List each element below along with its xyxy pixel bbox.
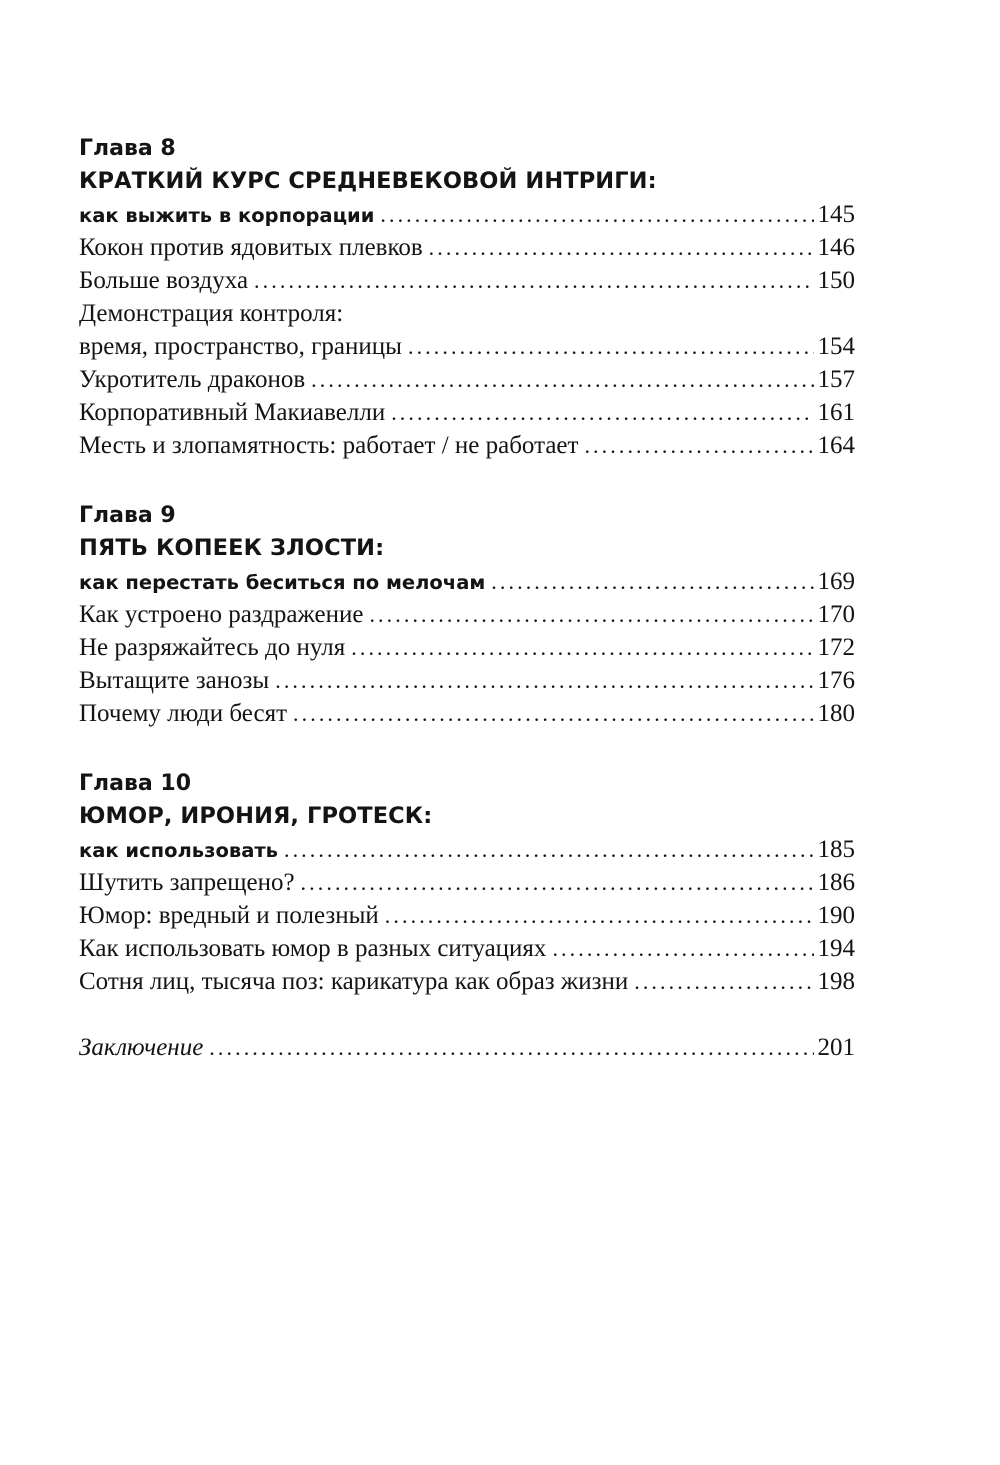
toc-entry[interactable] (79, 866, 855, 899)
chapter-label: Глава 8 (79, 136, 176, 161)
entry-page-number: 154 (817, 333, 855, 360)
entry-page-number: 161 (817, 399, 855, 426)
table-of-contents (79, 132, 855, 1064)
chapter-10 (79, 767, 855, 998)
dot-leader (491, 565, 813, 598)
dot-leader (408, 330, 814, 363)
entry-title: Укротитель драконов (79, 366, 306, 393)
entry-title: Шутить запрещено? (79, 869, 295, 896)
dot-leader (380, 198, 813, 231)
toc-entry-heading (79, 297, 855, 330)
dot-leader (311, 363, 813, 396)
toc-entry[interactable] (79, 965, 855, 998)
chapter-title: ЮМОР, ИРОНИЯ, ГРОТЕСК: (79, 803, 433, 829)
entry-page-number: 157 (817, 366, 855, 393)
dot-leader (293, 697, 813, 730)
dot-leader (429, 231, 814, 264)
toc-entry[interactable] (79, 396, 855, 429)
entry-title: Месть и злопамятность: работает / не работает (79, 432, 579, 459)
entry-page-number: 186 (817, 869, 855, 896)
toc-entry[interactable] (79, 664, 855, 697)
entry-page-number: 164 (817, 432, 855, 459)
entry-title: Как использовать юмор в разных ситуациях (79, 935, 547, 962)
entry-page-number: 176 (817, 667, 855, 694)
toc-entry[interactable] (79, 697, 855, 730)
toc-entry[interactable] (79, 631, 855, 664)
entry-title: как выжить в корпорации (79, 204, 375, 227)
dot-leader (369, 598, 813, 631)
toc-entry[interactable] (79, 363, 855, 396)
conclusion-entry[interactable] (79, 1031, 855, 1064)
dot-leader (584, 429, 813, 462)
chapter-9 (79, 499, 855, 730)
entry-page-number: 185 (817, 836, 855, 863)
dot-leader (284, 833, 814, 866)
entry-page-number: 198 (817, 968, 855, 995)
toc-entry[interactable] (79, 598, 855, 631)
dot-leader (634, 965, 813, 998)
chapter-8 (79, 132, 855, 462)
toc-entry[interactable] (79, 264, 855, 297)
entry-page-number: 201 (817, 1034, 855, 1061)
entry-title: Почему люди бесят (79, 700, 288, 727)
entry-page-number: 170 (817, 601, 855, 628)
entry-page-number: 150 (817, 267, 855, 294)
entry-title: Как устроено раздражение (79, 601, 364, 628)
entry-title: время, пространство, границы (79, 333, 402, 360)
entry-title: Сотня лиц, тысяча поз: карикатура как образ жизни (79, 968, 629, 995)
dot-leader (301, 866, 814, 899)
entry-page-number: 190 (817, 902, 855, 929)
entry-page-number: 146 (817, 234, 855, 261)
entry-title: как использовать (79, 839, 278, 862)
entry-title: Корпоративный Макиавелли (79, 399, 386, 426)
entry-title: Вытащите занозы (79, 667, 270, 694)
dot-leader (254, 264, 813, 297)
entry-page-number: 180 (817, 700, 855, 727)
entry-title: Больше воздуха (79, 267, 249, 294)
entry-page-number: 169 (817, 568, 855, 595)
dot-leader (391, 396, 813, 429)
chapter-label: Глава 10 (79, 771, 192, 796)
entry-title: Кокон против ядовитых плевков (79, 234, 423, 261)
entry-title: как перестать беситься по мелочам (79, 571, 486, 594)
dot-leader (351, 631, 813, 664)
toc-entry[interactable] (79, 899, 855, 932)
entry-title: Заключение (79, 1034, 204, 1061)
chapter-title: КРАТКИЙ КУРС СРЕДНЕВЕКОВОЙ ИНТРИГИ: (79, 168, 657, 194)
toc-entry[interactable] (79, 932, 855, 965)
entry-title: Демонстрация контроля: (79, 300, 344, 327)
entry-page-number: 145 (817, 201, 855, 228)
chapter-title: ПЯТЬ КОПЕЕК ЗЛОСТИ: (79, 535, 385, 561)
chapter-subtitle-entry[interactable] (79, 565, 855, 598)
toc-entry[interactable] (79, 330, 855, 363)
entry-page-number: 172 (817, 634, 855, 661)
chapter-subtitle-entry[interactable] (79, 198, 855, 231)
toc-entry[interactable] (79, 231, 855, 264)
toc-entry[interactable] (79, 429, 855, 462)
chapter-subtitle-entry[interactable] (79, 833, 855, 866)
dot-leader (385, 899, 814, 932)
dot-leader (552, 932, 813, 965)
entry-title: Не разряжайтесь до нуля (79, 634, 346, 661)
chapter-label: Глава 9 (79, 503, 176, 528)
dot-leader (209, 1031, 813, 1064)
dot-leader (275, 664, 813, 697)
entry-page-number: 194 (817, 935, 855, 962)
entry-title: Юмор: вредный и полезный (79, 902, 379, 929)
